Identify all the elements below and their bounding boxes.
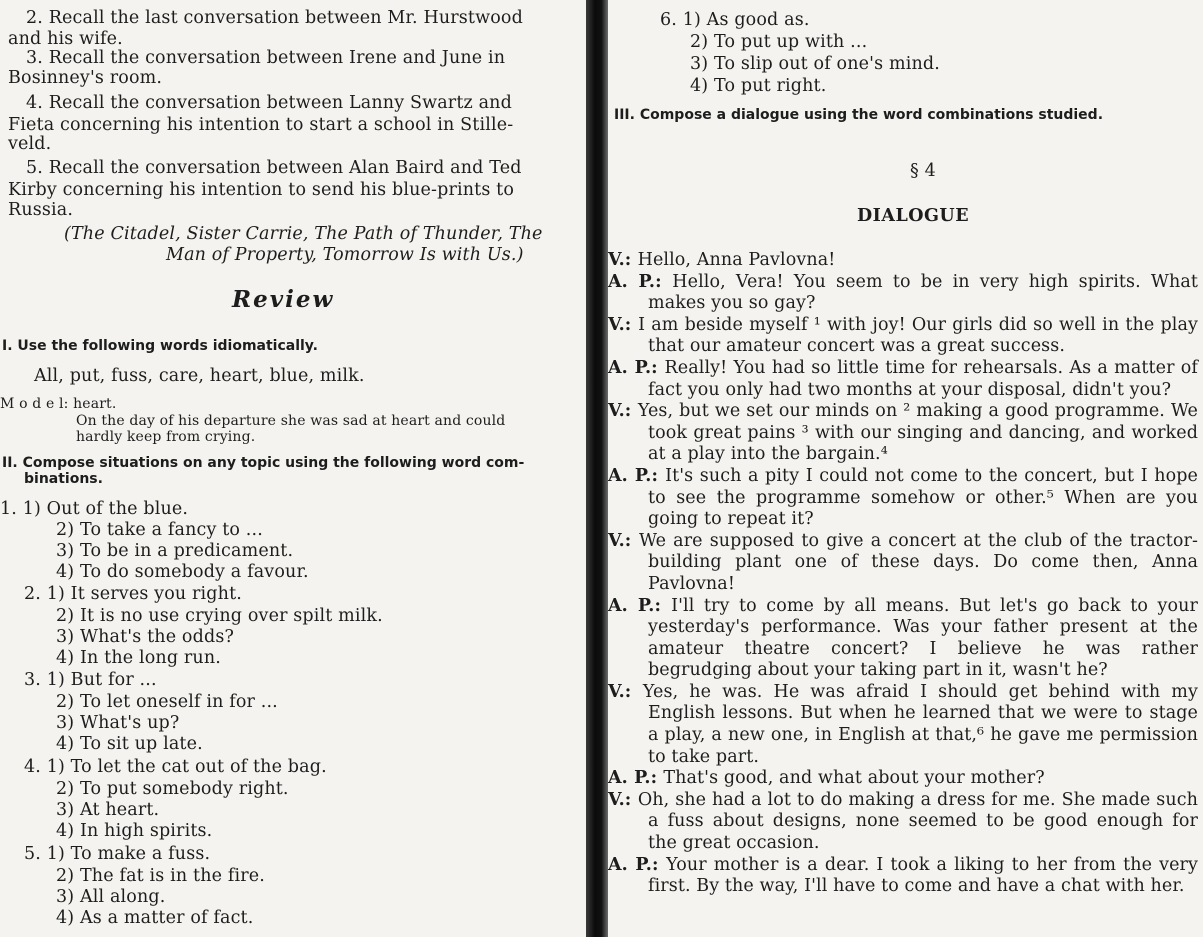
list-item: 3) What's the odds? <box>56 627 234 647</box>
list-item: 4) To do somebody a favour. <box>56 562 309 582</box>
speaker-line: Oh, she had a lot to do making a dress for me. She made such a fuss about designs, none seemed to be good enough for the great occasion. <box>637 789 1198 854</box>
list-item: 3) To slip out of one's mind. <box>690 54 940 74</box>
dialogue-turn <box>608 401 1198 466</box>
speaker-line: I'll try to come by all means. But let's go back to your yesterday's performance. Was your father present at the amateur theatre concert? I believe he was rather begrudging about your taking part in it, wasn't he? <box>648 595 1198 681</box>
task-2-instruction-line1: II. Compose situations on any topic using the following word com- <box>2 455 525 471</box>
speaker-label: V.: <box>608 681 643 702</box>
list-item: 2) To let oneself in for ... <box>56 692 278 712</box>
recall-item-3-line1: 3. Recall the conversation between Irene and June in <box>26 48 506 68</box>
model-label: M o d e l: heart. <box>0 396 117 412</box>
speaker-line: I am beside myself ¹ with joy! Our girls did so well in the play that our amateur concert was a great success. <box>638 314 1198 357</box>
task-1-words: All, put, fuss, care, heart, blue, milk. <box>34 366 365 386</box>
recall-item-5-line3: Russia. <box>8 200 74 220</box>
speaker-label: V.: <box>608 250 638 270</box>
dialogue <box>608 250 1198 898</box>
dialogue-turn <box>608 596 1198 682</box>
dialogue-turn <box>608 315 1198 358</box>
left-page <box>0 0 586 937</box>
list-item: 4) In the long run. <box>56 648 221 668</box>
recall-item-4-line2: Fieta concerning his intention to start a school in Stille- <box>8 115 514 135</box>
list-item: 1. 1) Out of the blue. <box>0 499 189 519</box>
dialogue-turn <box>608 790 1198 855</box>
list-item: 2) It is no use crying over spilt milk. <box>56 606 383 626</box>
model-text-line2: hardly keep from crying. <box>76 429 256 445</box>
recall-item-4-line3: veld. <box>8 134 52 154</box>
list-item: 3) To be in a predicament. <box>56 541 294 561</box>
right-page <box>608 0 1203 937</box>
sources-line2: Man of Property, Tomorrow Is with Us.) <box>166 245 524 265</box>
list-item: 2) The fat is in the fire. <box>56 866 265 886</box>
speaker-label: V.: <box>608 530 639 551</box>
speaker-label: A. P.: <box>608 854 667 875</box>
task-3-instruction: III. Compose a dialogue using the word combinations studied. <box>614 107 1104 123</box>
dialogue-turn <box>608 358 1198 401</box>
recall-item-3-line2: Bosinney's room. <box>8 68 163 88</box>
list-item: 2) To take a fancy to ... <box>56 520 263 540</box>
speaker-label: V.: <box>608 789 638 810</box>
dialogue-turn <box>608 272 1198 315</box>
dialogue-turn <box>608 768 1198 790</box>
speaker-label: A. P.: <box>608 595 672 616</box>
recall-item-4-line1: 4. Recall the conversation between Lanny Swartz and <box>26 93 512 113</box>
section-number: § 4 <box>910 161 936 181</box>
list-item: 3) All along. <box>56 887 166 907</box>
review-heading: Review <box>232 286 335 313</box>
recall-item-5-line1: 5. Recall the conversation between Alan Baird and Ted <box>26 158 522 178</box>
speaker-label: A. P.: <box>608 768 664 789</box>
model-text-line1: On the day of his departure she was sad at heart and could <box>76 413 506 429</box>
speaker-line: Yes, he was. He was afraid I should get behind with my English lessons. But when he learned that we were to stage a play, a new one, in English at that,⁶ he gave me permission to take part. <box>642 681 1198 767</box>
dialogue-turn <box>608 855 1198 898</box>
speaker-line: We are supposed to give a concert at the club of the tractor-building plant one of these days. Do come then, Anna Pavlovna! <box>638 530 1198 594</box>
recall-item-5-line2: Kirby concerning his intention to send his blue-prints to <box>8 180 515 200</box>
list-item: 4) To sit up late. <box>56 734 203 754</box>
sources-line1: (The Citadel, Sister Carrie, The Path of Thunder, The <box>64 224 543 244</box>
book-gutter <box>586 0 608 937</box>
dialogue-heading: DIALOGUE <box>857 206 970 226</box>
list-item: 2) To put up with ... <box>690 32 868 52</box>
list-item: 4) As a matter of fact. <box>56 908 254 928</box>
speaker-line: It's such a pity I could not come to the concert, but I hope to see the programme somehow or other.⁵ When are you going to repeat it? <box>648 465 1198 530</box>
speaker-line: Hello, Vera! You seem to be in very high spirits. What makes you so gay? <box>648 271 1199 314</box>
speaker-label: A. P.: <box>608 357 665 378</box>
speaker-label: A. P.: <box>608 465 666 486</box>
dialogue-turn <box>608 250 1198 272</box>
list-item: 4) To put right. <box>690 76 827 96</box>
list-item: 4. 1) To let the cat out of the bag. <box>24 757 327 777</box>
list-item: 4) In high spirits. <box>56 821 213 841</box>
list-item: 3. 1) But for ... <box>24 670 157 690</box>
speaker-label: V.: <box>608 401 638 422</box>
speaker-line: That's good, and what about your mother? <box>663 768 1045 789</box>
dialogue-turn <box>608 682 1198 768</box>
speaker-line: Really! You had so little time for rehearsals. As a matter of fact you only had two months at your disposal, didn't you? <box>648 357 1198 400</box>
speaker-label: A. P.: <box>608 271 673 292</box>
list-item: 5. 1) To make a fuss. <box>24 844 211 864</box>
recall-item-2-line2: and his wife. <box>8 29 123 49</box>
speaker-label: V.: <box>608 314 639 335</box>
list-item: 3) At heart. <box>56 800 160 820</box>
list-item: 2. 1) It serves you right. <box>24 584 242 604</box>
speaker-line: Yes, but we set our minds on ² making a good programme. We took great pains ³ with our singing and dancing, and worked at a play into the bargain.⁴ <box>637 401 1198 465</box>
speaker-line: Hello, Anna Pavlovna! <box>637 250 836 270</box>
list-item: 6. 1) As good as. <box>660 10 810 30</box>
dialogue-turn <box>608 466 1198 531</box>
recall-item-2-line1: 2. Recall the last conversation between Mr. Hurstwood <box>26 8 523 28</box>
speaker-line: Your mother is a dear. I took a liking to her from the very first. By the way, I'll have to come and have a chat with her. <box>648 854 1198 897</box>
task-2-instruction-line2: binations. <box>24 471 103 487</box>
list-item: 3) What's up? <box>56 713 180 733</box>
dialogue-turn <box>608 531 1198 596</box>
list-item: 2) To put somebody right. <box>56 779 289 799</box>
task-1-instruction: I. Use the following words idiomatically. <box>2 338 318 354</box>
